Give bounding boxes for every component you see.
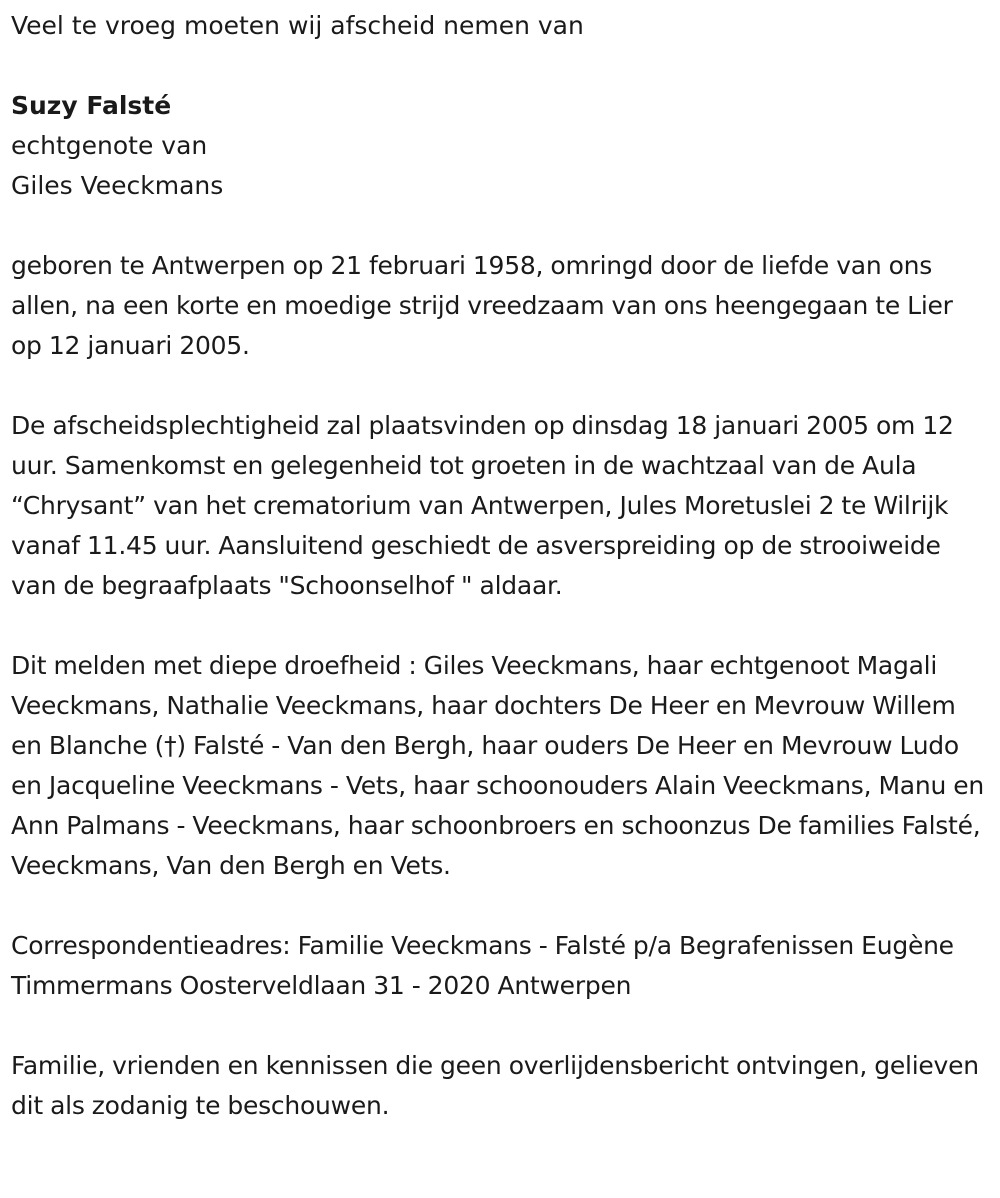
paragraph-spacer — [11, 366, 988, 406]
paragraph-spacer — [11, 1006, 988, 1046]
paragraph-spacer — [11, 606, 988, 646]
closing-paragraph: Familie, vrienden en kennissen die geen overlijdensbericht ontvingen, gelieven dit als zodanig te beschouwen. — [11, 1051, 979, 1120]
intro-line: Veel te vroeg moeten wij afscheid nemen van — [11, 11, 584, 40]
family-paragraph: Dit melden met diepe droefheid : Giles Veeckmans, haar echtgenoot Magali Veeckmans, Nathalie Veeckmans, haar dochters De Heer en Mevrouw Willem en Blanche (†) Falsté - Van den Bergh, haar ouders De Heer en Mevrouw Ludo en Jacqueline Veeckmans - Vets, haar schoonouders Alain Veeckmans, Manu en Ann Palmans - Veeckmans, haar schoonbroers en schoonzus De families Falsté, Veeckmans, Van den Bergh en Vets. — [11, 651, 984, 880]
birth-death-paragraph: geboren te Antwerpen op 21 februari 1958, omringd door de liefde van ons allen, na een korte en moedige strijd vreedzaam van ons heengegaan te Lier op 12 januari 2005. — [11, 251, 953, 360]
ceremony-paragraph: De afscheidsplechtigheid zal plaatsvinden op dinsdag 18 januari 2005 om 12 uur. Samenkomst en gelegenheid tot groeten in de wachtzaal van de Aula “Chrysant” van het crematorium van Antwerpen, Jules Moretuslei 2 te Wilrijk vanaf 11.45 uur. Aansluitend geschiedt de asverspreiding op de strooiweide van de begraafplaats "Schoonselhof " aldaar. — [11, 411, 954, 600]
correspondence-paragraph: Correspondentieadres: Familie Veeckmans - Falsté p/a Begrafenissen Eugène Timmermans Oosterveldlaan 31 - 2020 Antwerpen — [11, 931, 954, 1000]
deceased-name: Suzy Falsté — [11, 91, 172, 120]
relation-label: echtgenote van — [11, 131, 208, 160]
deceased-block — [11, 86, 988, 206]
spouse-name: Giles Veeckmans — [11, 171, 224, 200]
paragraph-spacer — [11, 886, 988, 926]
